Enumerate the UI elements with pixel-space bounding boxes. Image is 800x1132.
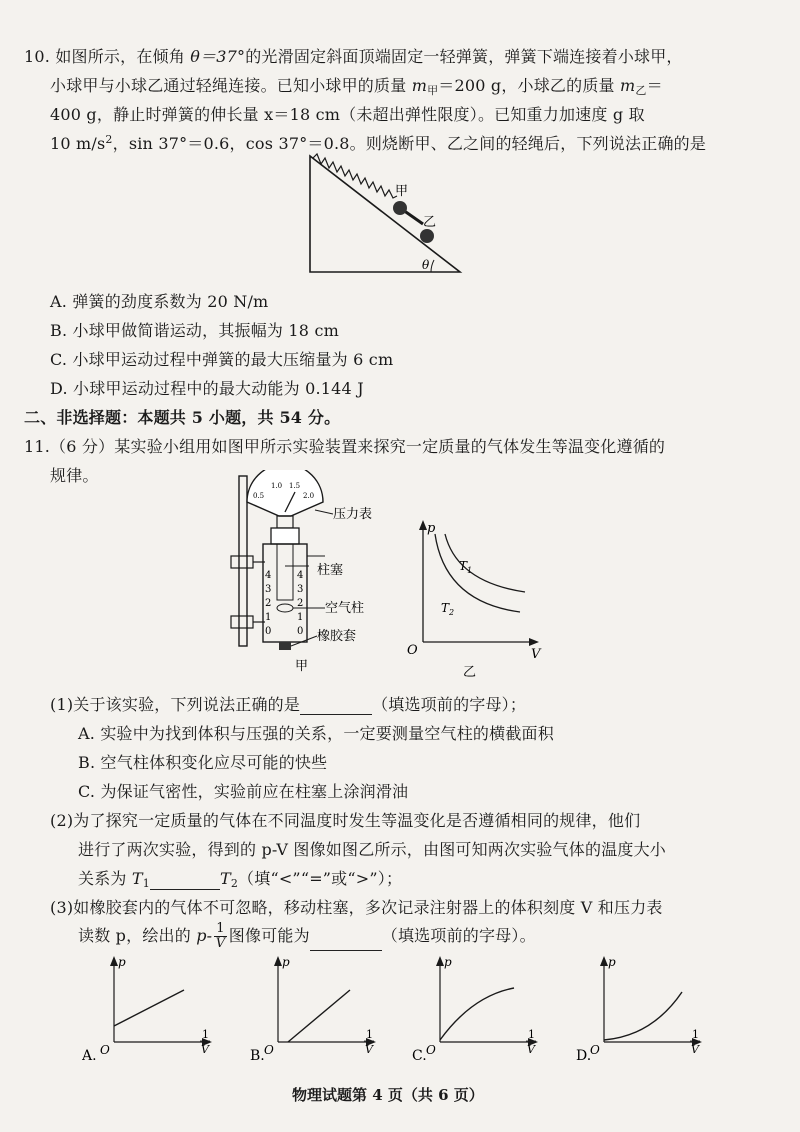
svg-text:p: p	[444, 955, 452, 969]
apparatus-figure	[225, 470, 395, 678]
stand-rod	[239, 476, 247, 646]
label-jia: 甲	[395, 184, 409, 199]
q10-stem-line4: 10 $m/s^2$，sin 37°＝0.6，cos 37°＝0.8。则烧断甲、乙之间的轻绳后，下列说法正确的是	[50, 133, 707, 153]
scale-2-left: 2	[265, 598, 272, 609]
q11-part3-line2: 读数 p，绘出的 p- $\frac{1}{V}$ 图像可能为 （填选项前的字母）。	[78, 921, 536, 951]
q11-part2-line1: (2)为了探究一定质量的气体在不同温度时发生等温变化是否遵循相同的规律，他们	[50, 811, 641, 830]
pv-axis-p: p	[427, 521, 436, 536]
q10-option-d: D. 小球甲运动过程中的最大动能为 0.144 J	[50, 379, 364, 398]
q11-stem-line2: 规律。	[50, 466, 99, 485]
q10-option-a: A. 弹簧的劲度系数为 20 N/m	[50, 292, 269, 311]
curve-t2-label: $T_2$	[441, 601, 455, 617]
label-yi: 乙	[423, 215, 437, 230]
rope	[403, 210, 423, 224]
svg-text:1: 1	[528, 1028, 535, 1041]
svg-text:O: O	[590, 1043, 600, 1057]
q10-option-c: C. 小球甲运动过程中弹簧的最大压缩量为 6 cm	[50, 350, 394, 369]
q10-stem-line3: 400 g，静止时弹簧的伸长量 x＝18 cm（未超出弹性限度）。已知重力加速度 g 取	[50, 105, 645, 124]
scale-2-right: 2	[297, 598, 304, 609]
angle-arc	[431, 260, 434, 272]
page-footer: 物理试题第 4 页（共 6 页）	[292, 1086, 484, 1104]
q11-part3-line1: (3)如橡胶套内的气体不可忽略，移动柱塞，多次记录注射器上的体积刻度 V 和压力表	[50, 898, 663, 917]
q11-part2-line3: 关系为 $T_1$ $T_2$（填“<”“=”或“>”）；	[78, 869, 403, 890]
scale-0-right: 0	[297, 626, 304, 637]
scale-0-left: 0	[265, 626, 272, 637]
scale-3-left: 3	[265, 584, 272, 595]
pv-axis-v: V	[531, 647, 541, 662]
q11-stem-line1: 11.（6 分）某实验小组用如图甲所示实验装置来探究一定质量的气体发生等温变化遵循的	[24, 437, 666, 456]
gauge-tick-2: 1.5	[289, 482, 301, 490]
ball-jia	[393, 201, 407, 215]
rubber-cap	[279, 642, 291, 650]
clamp-top	[231, 556, 253, 568]
svg-text:1: 1	[366, 1028, 373, 1041]
q10-stem-line2: 小球甲与小球乙通过轻绳连接。已知小球甲的质量 $m_甲=200$ g，小球乙的质量 $m_乙=$	[50, 76, 663, 97]
svg-text:V: V	[365, 1043, 373, 1056]
graph-b-label: B.	[250, 1048, 265, 1064]
graph-b	[250, 955, 376, 1064]
graph-c	[412, 955, 538, 1064]
scale-1-right: 1	[297, 612, 304, 623]
gauge-tick-3: 2.0	[303, 492, 315, 500]
q11-part2-line2: 进行了两次实验，得到的 p-V 图像如图乙所示，由图可知两次实验气体的温度大小	[78, 840, 667, 859]
q11-part1-option-c: C. 为保证气密性，实验前应在柱塞上涂润滑油	[78, 782, 409, 801]
scale-4-right: 4	[297, 570, 304, 581]
label-rubber-cap: 橡胶套	[317, 629, 357, 644]
graph-options	[82, 946, 722, 1066]
scale-1-left: 1	[265, 612, 272, 623]
svg-text:V: V	[527, 1043, 535, 1056]
incline-figure	[305, 148, 465, 278]
svg-text:p: p	[608, 955, 616, 969]
answer-blank-2[interactable]	[150, 871, 220, 890]
scale-3-right: 3	[297, 584, 304, 595]
label-air-column: 空气柱	[325, 601, 365, 616]
syringe-scale	[265, 570, 303, 637]
graph-a-label: A.	[82, 1048, 97, 1064]
svg-text:O: O	[426, 1043, 436, 1057]
caption-jia: 甲	[295, 659, 309, 674]
scale-4-left: 4	[265, 570, 272, 581]
label-pressure-gauge: 压力表	[333, 507, 373, 522]
clamp-bottom	[231, 616, 253, 628]
caption-yi: 乙	[463, 665, 477, 680]
graph-d-curve	[604, 992, 682, 1040]
svg-text:p: p	[282, 955, 290, 969]
graph-a	[82, 955, 212, 1064]
ball-yi	[420, 229, 434, 243]
graph-c-curve	[440, 988, 514, 1040]
graph-b-line	[288, 990, 350, 1042]
gauge-tick-1: 1.0	[271, 482, 283, 490]
q10-stem-line1: 10. 如图所示，在倾角 θ＝37°的光滑固定斜面顶端固定一轻弹簧，弹簧下端连接着小球甲，	[24, 47, 683, 66]
svg-text:p: p	[118, 955, 126, 969]
q11-part1-option-b: B. 空气柱体积变化应尽可能的快些	[78, 753, 328, 772]
graph-c-label: C.	[412, 1048, 427, 1064]
svg-text:O: O	[264, 1043, 274, 1057]
svg-text:V: V	[691, 1043, 699, 1056]
svg-text:1: 1	[692, 1028, 699, 1041]
pv-origin: O	[407, 643, 418, 658]
graph-a-line	[114, 990, 184, 1026]
label-plunger: 柱塞	[317, 563, 344, 578]
svg-text:1: 1	[202, 1028, 209, 1041]
graph-d	[576, 955, 702, 1064]
q11-part1-stem: (1)关于该实验，下列说法正确的是 （填选项前的字母）；	[50, 695, 527, 714]
pv-figure	[405, 512, 545, 682]
label-theta: θ	[422, 258, 430, 272]
plunger-head	[271, 528, 299, 544]
answer-blank-1[interactable]	[300, 696, 372, 715]
incline-triangle	[310, 156, 460, 272]
curve-t1-label: $T_1$	[459, 559, 473, 575]
q10-option-b: B. 小球甲做简谐运动，其振幅为 18 cm	[50, 321, 339, 340]
graph-d-label: D.	[576, 1048, 592, 1064]
gauge-tick-0: 0.5	[253, 492, 265, 500]
svg-text:V: V	[201, 1043, 209, 1056]
section-title: 二、非选择题：本题共 5 小题，共 54 分。	[24, 408, 341, 427]
svg-text:O: O	[100, 1043, 110, 1057]
q11-part1-option-a: A. 实验中为找到体积与压强的关系，一定要测量空气柱的横截面积	[78, 724, 554, 743]
